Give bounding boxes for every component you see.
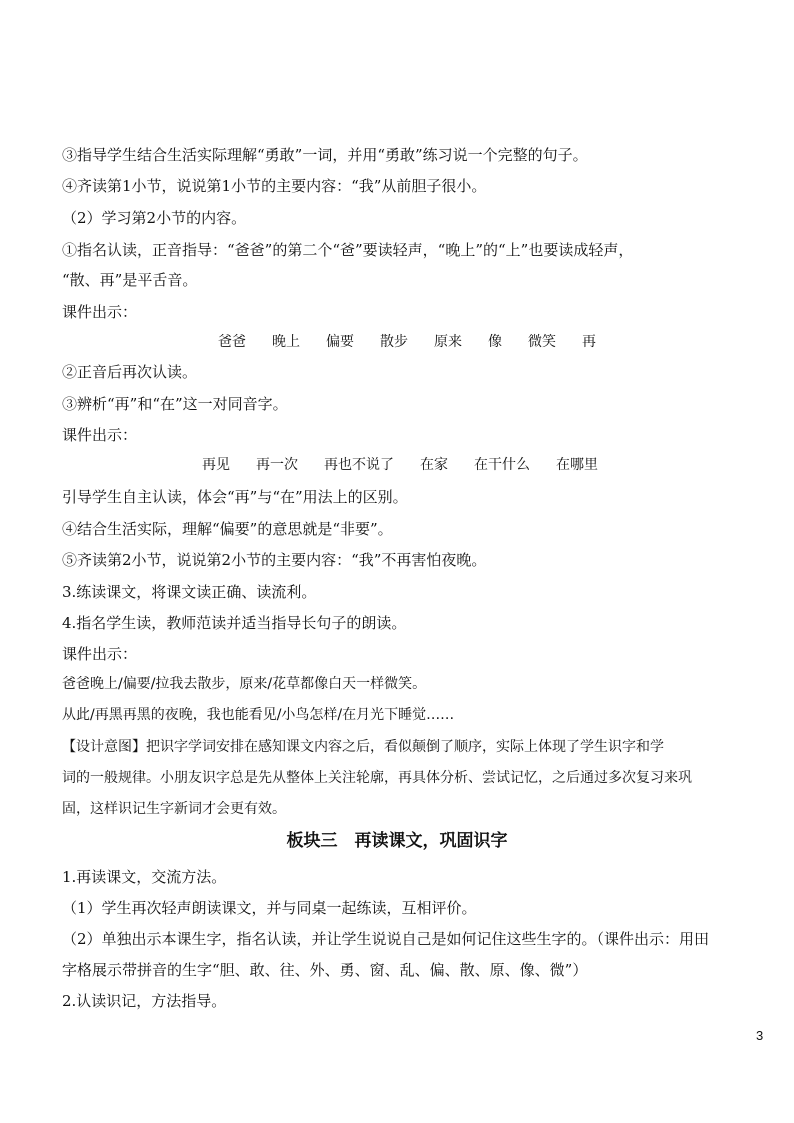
paragraph-line: 课件出示： [62, 645, 138, 663]
paragraph-line: （1）学生再次轻声朗读课文，并与同桌一起练读，互相评价。 [62, 899, 477, 917]
word-item: 晚上 [272, 334, 300, 350]
paragraph-line: 引导学生自主认读，体会“再”与“在”用法上的区别。 [62, 488, 408, 506]
paragraph-line: 从此/再黑再黑的夜晚，我也能看见/小鸟怎样/在月光下睡觉…… [62, 707, 455, 723]
word-item: 微笑 [528, 334, 556, 350]
word-item: 再一次 [256, 457, 298, 473]
paragraph-line: 3.练读课文，将课文读正确、读流利。 [62, 583, 317, 601]
section-heading: 板块三 再读课文，巩固识字 [286, 831, 508, 851]
paragraph-line: ①指名认读，正音指导：“爸爸”的第二个“爸”要读轻声，“晚上”的“上”也要读成轻声， [62, 241, 634, 259]
paragraph-line: 字格展示带拼音的生字“胆、敢、往、外、勇、窗、乱、偏、散、原、像、微”） [62, 961, 588, 979]
paragraph-line: （2）单独出示本课生字，指名认读，并让学生说说自己是如何记住这些生字的。（课件出示：用田 [62, 930, 710, 948]
paragraph-line: ③指导学生结合生活实际理解“勇敢”一词，并用“勇敢”练习说一个完整的句子。 [62, 146, 588, 164]
paragraph-line: 课件出示： [62, 426, 138, 444]
paragraph-line: ④结合生活实际，理解“偏要”的意思就是“非要”。 [62, 520, 393, 538]
paragraph-line: 2.认读识记，方法指导。 [62, 992, 227, 1010]
paragraph-line: “散、再”是平舌音。 [62, 271, 198, 289]
word-item: 爸爸 [218, 334, 246, 350]
paragraph-line: ②正音后再次认读。 [62, 363, 198, 381]
word-item: 在干什么 [474, 457, 530, 473]
paragraph-line: ④齐读第1小节，说说第1小节的主要内容：“我”从前胆子很小。 [62, 177, 487, 195]
paragraph-line: 【设计意图】把识字学词安排在感知课文内容之后，看似颠倒了顺序，实际上体现了学生识字和学 [62, 739, 664, 755]
word-item: 在哪里 [556, 457, 598, 473]
paragraph-line: ⑤齐读第2小节，说说第2小节的主要内容：“我”不再害怕夜晚。 [62, 551, 487, 569]
paragraph-line: 固，这样识记生字新词才会更有效。 [62, 801, 286, 817]
word-item: 在家 [420, 457, 448, 473]
word-item: 再 [582, 334, 596, 350]
paragraph-line: 课件出示： [62, 303, 138, 321]
paragraph-line: 4.指名学生读，教师范读并适当指导长句子的朗读。 [62, 614, 407, 632]
word-item: 像 [488, 334, 502, 350]
paragraph-line: 1.再读课文，交流方法。 [62, 868, 227, 886]
page-number: 3 [756, 1028, 764, 1043]
word-item: 原来 [434, 334, 462, 350]
word-item: 偏要 [326, 334, 354, 350]
paragraph-line: 爸爸晚上/偏要/拉我去散步，原来/花草都像白天一样微笑。 [62, 676, 427, 692]
word-item: 散步 [380, 334, 408, 350]
word-item: 再也不说了 [324, 457, 394, 473]
paragraph-line: （2）学习第2小节的内容。 [62, 209, 247, 227]
word-item: 再见 [202, 457, 230, 473]
word-list-1 [218, 332, 622, 352]
paragraph-line: ③辨析“再”和“在”这一对同音字。 [62, 395, 288, 413]
paragraph-line: 词的一般规律。小朋友识字总是先从整体上关注轮廓，再具体分析、尝试记忆，之后通过多次复习来巩 [62, 770, 692, 786]
word-list-2 [202, 455, 624, 475]
